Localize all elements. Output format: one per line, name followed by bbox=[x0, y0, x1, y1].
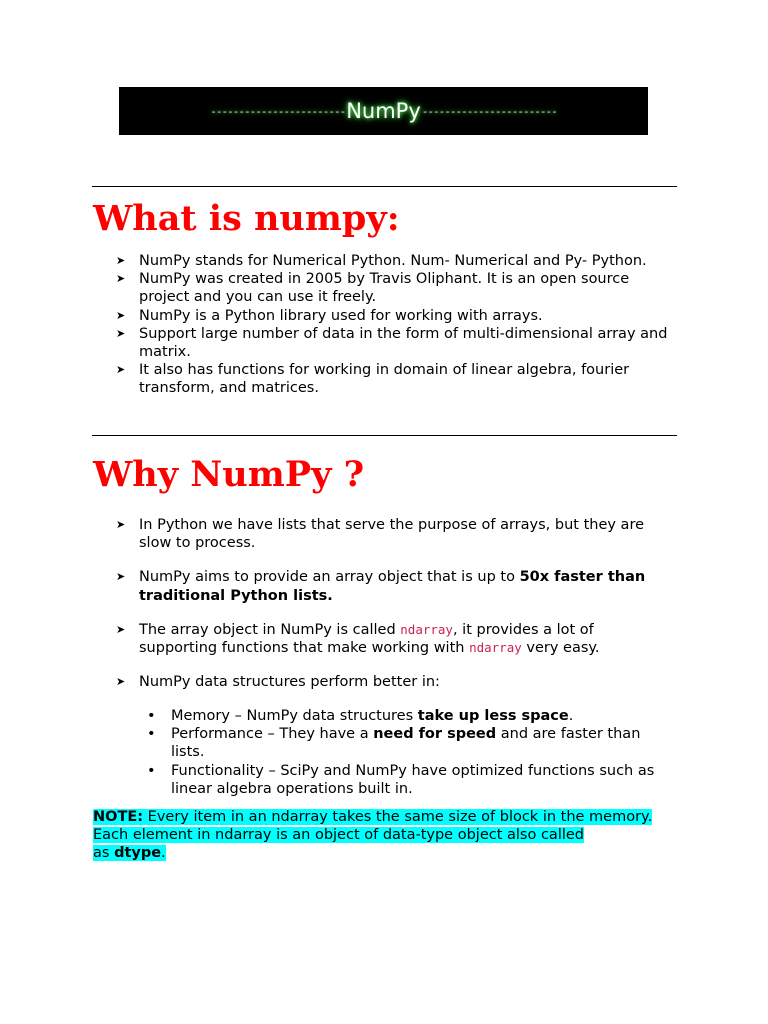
arrow-bullet-icon: ➤ bbox=[116, 308, 126, 322]
dot-bullet-icon: • bbox=[147, 762, 156, 779]
heading-what-is-numpy: What is numpy: bbox=[93, 198, 400, 239]
arrow-bullet-icon: ➤ bbox=[116, 622, 126, 636]
banner-chain-right: ------------------------ bbox=[421, 104, 557, 118]
list-item: ➤ The array object in NumPy is called ndarray, it provides a lot of supporting functions that make working with ndarray very easy. bbox=[116, 621, 600, 657]
note-line-2: Each element in ndarray is an object of data-type object also called bbox=[93, 827, 584, 844]
dot-bullet-icon: • bbox=[147, 726, 156, 743]
divider bbox=[92, 435, 677, 436]
list-item: ➤ NumPy data structures perform better in: bbox=[116, 674, 440, 691]
list-item: ➤ It also has functions for working in domain of linear algebra, fourier transform, and matrices. bbox=[116, 362, 630, 397]
sublist-item: • Functionality – SciPy and NumPy have optimized functions such as linear algebra operations built in. bbox=[147, 762, 655, 797]
arrow-bullet-icon: ➤ bbox=[116, 363, 126, 377]
heading-why-numpy: Why NumPy ? bbox=[93, 454, 365, 495]
list-item: ➤ NumPy was created in 2005 by Travis Oliphant. It is an open source project and you can use it freely. bbox=[116, 271, 630, 306]
arrow-bullet-icon: ➤ bbox=[116, 570, 126, 584]
performance-sublist bbox=[145, 707, 675, 798]
note-line-1: NOTE: Every item in an ndarray takes the same size of block in the memory. bbox=[93, 809, 653, 825]
note-line-3: as dtype. bbox=[93, 845, 166, 862]
arrow-bullet-icon: ➤ bbox=[116, 272, 126, 286]
note-block bbox=[93, 808, 683, 863]
why-numpy-list bbox=[116, 516, 676, 707]
sublist-item: • Performance – They have a need for speed and are faster than lists. bbox=[147, 726, 641, 761]
banner-title: NumPy bbox=[346, 99, 421, 123]
dot-bullet-icon: • bbox=[147, 708, 156, 724]
list-item: ➤ NumPy stands for Numerical Python. Num- Numerical and Py- Python. bbox=[116, 253, 647, 269]
banner-chain-left: ------------------------ bbox=[210, 104, 346, 118]
arrow-bullet-icon: ➤ bbox=[116, 675, 126, 689]
arrow-bullet-icon: ➤ bbox=[116, 326, 126, 340]
what-is-list bbox=[116, 252, 676, 398]
list-item: ➤ Support large number of data in the form of multi-dimensional array and matrix. bbox=[116, 325, 668, 361]
arrow-bullet-icon: ➤ bbox=[116, 254, 126, 267]
numpy-banner bbox=[119, 87, 648, 135]
list-item: ➤ NumPy is a Python library used for working with arrays. bbox=[116, 307, 543, 324]
code-ndarray: ndarray bbox=[400, 621, 453, 637]
sublist-item: • Memory – NumPy data structures take up less space. bbox=[147, 708, 574, 724]
arrow-bullet-icon: ➤ bbox=[116, 518, 126, 531]
note-label: NOTE: bbox=[93, 809, 144, 825]
list-item: ➤ NumPy aims to provide an array object that is up to 50x faster than traditional Python lists. bbox=[116, 569, 646, 604]
list-item: ➤ In Python we have lists that serve the purpose of arrays, but they are slow to process. bbox=[116, 517, 645, 552]
divider bbox=[92, 186, 677, 187]
dtype-term: dtype bbox=[114, 845, 162, 862]
code-ndarray: ndarray bbox=[469, 640, 522, 656]
